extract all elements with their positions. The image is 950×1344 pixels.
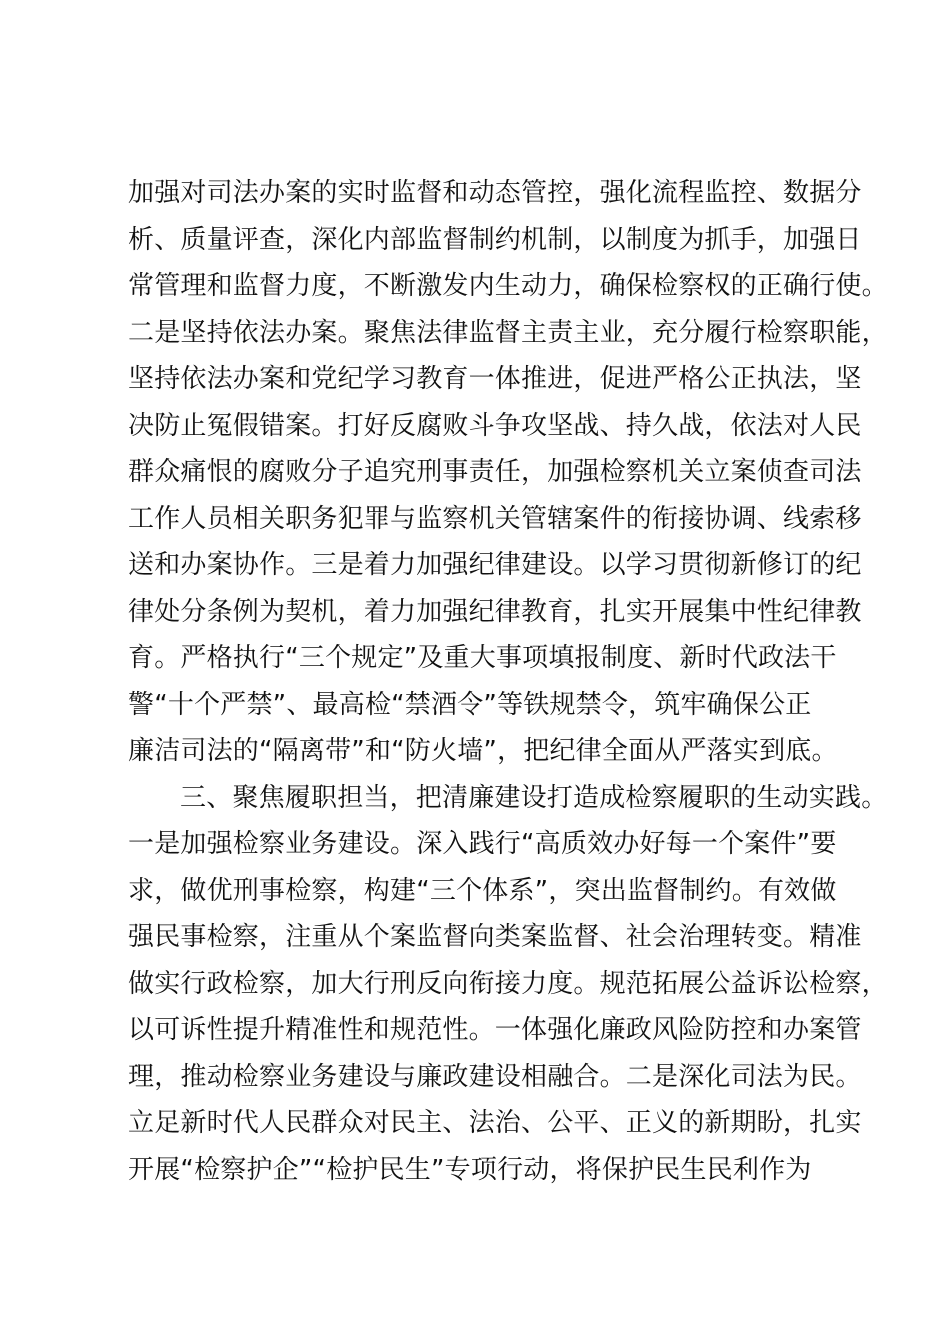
section-heading: 三、聚焦履职担当，把清廉建设打造成检察履职的生动实践。 <box>180 782 888 813</box>
text-line: 做实行政检察，加大行刑反向衔接力度。规范拓展公益诉讼检察， <box>128 968 888 999</box>
text-line: 送和办案协作。三是着力加强纪律建设。以学习贯彻新修订的纪 <box>128 550 862 580</box>
text-line: 育。严格执行“三个规定”及重大事项填报制度、新时代政法干 <box>128 643 837 673</box>
text-line: 二是坚持依法办案。聚焦法律监督主责主业，充分履行检察职能， <box>128 317 888 348</box>
text-line: 决防止冤假错案。打好反腐败斗争攻坚战、持久战，依法对人民 <box>128 410 862 441</box>
text-line: 廉洁司法的“隔离带”和“防火墙”，把纪律全面从严落实到底。 <box>128 736 838 766</box>
text-line: 理，推动检察业务建设与廉政建设相融合。二是深化司法为民。 <box>128 1061 862 1092</box>
text-line: 群众痛恨的腐败分子追究刑事责任，加强检察机关立案侦查司法 <box>128 457 862 487</box>
text-line: 以可诉性提升精准性和规范性。一体强化廉政风险防控和办案管 <box>128 1015 862 1045</box>
text-line: 开展“检察护企”“检护民生”专项行动，将保护民生民利作为 <box>128 1154 812 1185</box>
text-line: 律处分条例为契机，着力加强纪律教育，扎实开展集中性纪律教 <box>128 596 862 627</box>
text-line: 坚持依法办案和党纪学习教育一体推进，促进严格公正执法，坚 <box>128 364 862 394</box>
text-line: 强民事检察，注重从个案监督向类案监督、社会治理转变。精准 <box>128 922 862 952</box>
text-line: 警“十个严禁”、最高检“禁酒令”等铁规禁令，筑牢确保公正 <box>128 689 812 720</box>
text-line: 工作人员相关职务犯罪与监察机关管辖案件的衔接协调、线索移 <box>128 503 862 534</box>
text-line: 析、质量评查，深化内部监督制约机制，以制度为抓手，加强日 <box>128 224 862 255</box>
text-line: 常管理和监督力度，不断激发内生动力，确保检察权的正确行使。 <box>128 271 888 301</box>
text-line: 立足新时代人民群众对民主、法治、公平、正义的新期盼，扎实 <box>128 1108 862 1138</box>
text-line: 加强对司法办案的实时监督和动态管控，强化流程监控、数据分 <box>128 178 862 208</box>
text-line: 求，做优刑事检察，构建“三个体系”，突出监督制约。有效做 <box>128 875 837 906</box>
text-line: 一是加强检察业务建设。深入践行“高质效办好每一个案件”要 <box>128 829 837 859</box>
body-text <box>128 170 888 1193</box>
